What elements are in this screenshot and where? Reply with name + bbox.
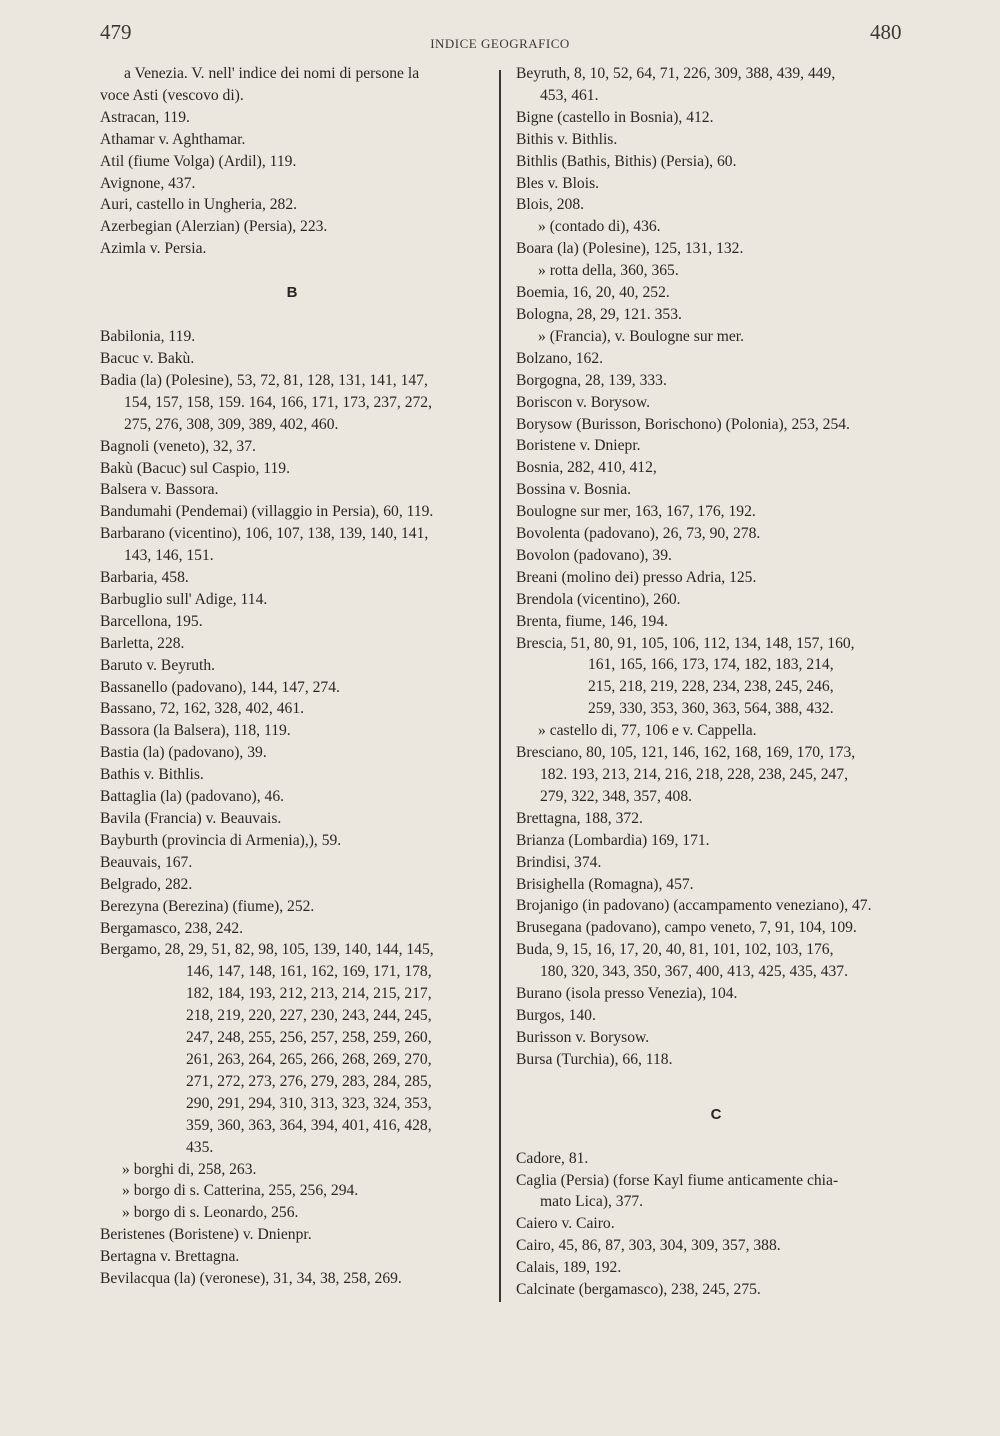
index-entry: Boemia, 16, 20, 40, 252. — [516, 284, 670, 302]
index-entry: Boriscon v. Borysow. — [516, 393, 650, 411]
index-entry-continuation: 275, 276, 308, 309, 389, 402, 460. — [124, 415, 339, 433]
index-entry-continuation: 247, 248, 255, 256, 257, 258, 259, 260, — [186, 1029, 432, 1047]
index-entry: Beyruth, 8, 10, 52, 64, 71, 226, 309, 388, 439, 449, — [516, 65, 836, 82]
index-entry-continuation: 146, 147, 148, 161, 162, 169, 171, 178, — [186, 963, 432, 981]
index-entry: Brindisi, 374. — [516, 853, 602, 871]
index-subentry: » borgo di s. Leonardo, 256. — [122, 1204, 299, 1222]
index-entry: Brojanigo (in padovano) (accampamento veneziano), 47. — [516, 897, 872, 915]
index-subentry: » rotta della, 360, 365. — [538, 262, 679, 280]
index-entry: Bassanello (padovano), 144, 147, 274. — [100, 678, 340, 696]
index-entry: Brisighella (Romagna), 457. — [516, 875, 694, 893]
index-entry-continuation: 259, 330, 353, 360, 363, 564, 388, 432. — [588, 700, 834, 718]
index-entry: Bagnoli (veneto), 32, 37. — [100, 437, 256, 455]
spacer — [100, 260, 484, 282]
index-entry: Bacuc v. Bakù. — [100, 349, 195, 367]
index-entry: Cadore, 81. — [516, 1149, 589, 1167]
index-entry: Auri, castello in Ungheria, 282. — [100, 196, 298, 214]
index-entry: Barbaria, 458. — [100, 569, 189, 587]
index-entry: Astracan, 119. — [100, 108, 190, 126]
index-entry: Babilonia, 119. — [100, 328, 196, 346]
index-entry: Atil (fiume Volga) (Ardil), 119. — [100, 152, 297, 170]
index-entry: Bergamo, 28, 29, 51, 82, 98, 105, 139, 140, 144, 145, — [100, 941, 434, 959]
index-entry: Bergamasco, 238, 242. — [100, 919, 244, 937]
index-entry: Bassora (la Balsera), 118, 119. — [100, 722, 291, 740]
index-entry: Avignone, 437. — [100, 174, 196, 192]
section-letter: B — [286, 284, 298, 302]
index-entry-continuation: 453, 461. — [540, 86, 599, 104]
index-entry: Blois, 208. — [516, 196, 585, 214]
index-entry-continuation: 180, 320, 343, 350, 367, 400, 413, 425, 435, 437. — [540, 963, 848, 981]
index-entry: Badia (la) (Polesine), 53, 72, 81, 128, 131, 141, 147, — [100, 371, 428, 389]
index-entry: Bithis v. Bithlis. — [516, 130, 618, 148]
index-entry: Bithlis (Bathis, Bithis) (Persia), 60. — [516, 152, 737, 170]
index-subentry: » castello di, 77, 106 e v. Cappella. — [538, 722, 757, 740]
running-head: INDICE GEOGRAFICO — [430, 36, 570, 51]
index-entry: Burano (isola presso Venezia), 104. — [516, 985, 738, 1003]
right-column — [516, 63, 916, 1301]
left-column — [100, 63, 484, 1290]
page-number-right: 480 — [870, 20, 902, 44]
index-subentry: » borghi di, 258, 263. — [122, 1160, 257, 1178]
index-entry: Baruto v. Beyruth. — [100, 656, 216, 674]
index-entry: Bovolenta (padovano), 26, 73, 90, 278. — [516, 525, 761, 543]
index-entry-continuation: 290, 291, 294, 310, 313, 323, 324, 353, — [186, 1094, 432, 1112]
index-entry: Caiero v. Cairo. — [516, 1215, 615, 1233]
index-entry-continuation: 359, 360, 363, 364, 394, 401, 416, 428, — [186, 1116, 432, 1134]
section-letter: C — [710, 1105, 722, 1123]
index-entry: Bologna, 28, 29, 121. 353. — [516, 305, 682, 323]
index-entry: Belgrado, 282. — [100, 875, 193, 893]
index-entry: Bastia (la) (padovano), 39. — [100, 744, 267, 762]
index-entry: Bresciano, 80, 105, 121, 146, 162, 168, 169, 170, 173, — [516, 744, 856, 762]
index-entry-continuation: 279, 322, 348, 357, 408. — [540, 787, 693, 805]
index-entry: Calcinate (bergamasco), 238, 245, 275. — [516, 1281, 761, 1299]
index-entry: Brusegana (padovano), campo veneto, 7, 91, 104, 109. — [516, 919, 857, 937]
index-entry: Boara (la) (Polesine), 125, 131, 132. — [516, 240, 744, 258]
index-entry: Buda, 9, 15, 16, 17, 20, 40, 81, 101, 102, 103, 176, — [516, 941, 834, 959]
index-entry-continuation: 154, 157, 158, 159. 164, 166, 171, 173, 237, 272, — [124, 393, 432, 411]
index-entry: Bosnia, 282, 410, 412, — [516, 459, 657, 477]
index-entry-continuation: 271, 272, 273, 276, 279, 283, 284, 285, — [186, 1072, 432, 1090]
index-entry: Boristene v. Dniepr. — [516, 437, 641, 455]
index-entry-continuation: 182, 184, 193, 212, 213, 214, 215, 217, — [186, 985, 432, 1003]
index-entry: Barbuglio sull' Adige, 114. — [100, 590, 268, 608]
index-entry: Brianza (Lombardia) 169, 171. — [516, 831, 710, 849]
index-entry: Bassano, 72, 162, 328, 402, 461. — [100, 700, 305, 718]
index-entry-continuation: 143, 146, 151. — [124, 547, 214, 565]
index-entry: Caglia (Persia) (forse Kayl fiume anticamente chia- — [516, 1171, 839, 1189]
index-entry: Breani (molino dei) presso Adria, 125. — [516, 568, 757, 586]
index-entry: a Venezia. V. nell' indice dei nomi di persone la — [124, 65, 420, 82]
index-entry: Bolzano, 162. — [516, 349, 604, 367]
spacer — [516, 1071, 916, 1104]
index-entry: Bakù (Bacuc) sul Caspio, 119. — [100, 459, 290, 477]
index-entry: Brenta, fiume, 146, 194. — [516, 612, 669, 630]
index-subentry: » borgo di s. Catterina, 255, 256, 294. — [122, 1182, 359, 1200]
index-entry-continuation: mato Lica), 377. — [540, 1193, 644, 1211]
index-entry: Bossina v. Bosnia. — [516, 481, 632, 499]
index-entry-continuation: 218, 219, 220, 227, 230, 243, 244, 245, — [186, 1007, 432, 1025]
index-entry: Burisson v. Borysow. — [516, 1028, 650, 1046]
index-entry: Bandumahi (Pendemai) (villaggio in Persia), 60, 119. — [100, 503, 434, 521]
column-divider — [499, 70, 501, 1302]
index-entry: Bles v. Blois. — [516, 174, 600, 192]
index-entry: Barletta, 228. — [100, 634, 185, 652]
page-number-left: 479 — [100, 20, 132, 44]
spacer — [516, 1126, 916, 1148]
index-entry: Bertagna v. Brettagna. — [100, 1248, 240, 1266]
index-entry-continuation: 215, 218, 219, 228, 234, 238, 245, 246, — [588, 678, 834, 696]
index-entry-continuation: 261, 263, 264, 265, 266, 268, 269, 270, — [186, 1050, 432, 1068]
index-entry: Brendola (vicentino), 260. — [516, 590, 681, 608]
index-entry: Burgos, 140. — [516, 1006, 596, 1024]
index-entry: Bursa (Turchia), 66, 118. — [516, 1050, 673, 1068]
spacer — [100, 304, 484, 326]
index-entry: Beauvais, 167. — [100, 853, 193, 871]
index-entry: Bavila (Francia) v. Beauvais. — [100, 810, 282, 827]
index-entry: Azerbegian (Alerzian) (Persia), 223. — [100, 218, 328, 236]
index-entry: Balsera v. Bassora. — [100, 481, 219, 499]
index-subentry: » (Francia), v. Boulogne sur mer. — [538, 327, 744, 345]
index-entry: Bigne (castello in Bosnia), 412. — [516, 108, 714, 126]
index-entry: Barcellona, 195. — [100, 612, 203, 630]
index-entry: Bayburth (provincia di Armenia),), 59. — [100, 831, 342, 849]
index-entry-continuation: 161, 165, 166, 173, 174, 182, 183, 214, — [588, 656, 834, 674]
index-entry: Athamar v. Aghthamar. — [100, 130, 246, 148]
index-entry: Battaglia (la) (padovano), 46. — [100, 788, 285, 806]
index-subentry: » (contado di), 436. — [538, 218, 661, 236]
index-entry: Brescia, 51, 80, 91, 105, 106, 112, 134, 148, 157, 160, — [516, 634, 855, 652]
index-entry: Bevilacqua (la) (veronese), 31, 34, 38, 258, 269. — [100, 1270, 402, 1288]
index-entry: Boulogne sur mer, 163, 167, 176, 192. — [516, 503, 756, 521]
index-entry: Borgogna, 28, 139, 333. — [516, 371, 667, 389]
index-entry: Cairo, 45, 86, 87, 303, 304, 309, 357, 388. — [516, 1237, 781, 1255]
index-entry: Bovolon (padovano), 39. — [516, 546, 672, 564]
index-entry: Beristenes (Boristene) v. Dnienpr. — [100, 1226, 312, 1244]
index-entry: Azimla v. Persia. — [100, 240, 207, 258]
index-entry: Calais, 189, 192. — [516, 1259, 622, 1277]
index-entry: Borysow (Burisson, Borischono) (Polonia), 253, 254. — [516, 415, 850, 433]
index-entry: Bathis v. Bithlis. — [100, 766, 204, 784]
index-entry: Barbarano (vicentino), 106, 107, 138, 139, 140, 141, — [100, 525, 429, 543]
index-entry-continuation: 182. 193, 213, 214, 216, 218, 228, 238, 245, 247, — [540, 766, 848, 783]
index-entry-continuation: 435. — [186, 1138, 214, 1156]
index-entry: Brettagna, 188, 372. — [516, 809, 643, 827]
index-entry: voce Asti (vescovo di). — [100, 86, 244, 104]
index-entry: Berezyna (Berezina) (fiume), 252. — [100, 897, 315, 915]
